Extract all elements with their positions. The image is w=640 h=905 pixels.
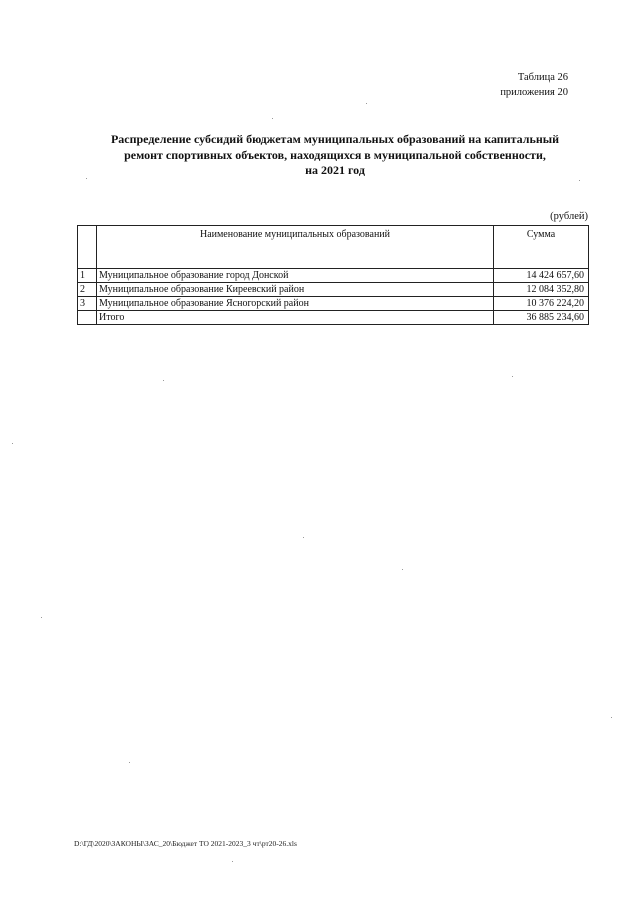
table-row [78, 297, 589, 311]
total-number [78, 311, 97, 325]
scan-speck [41, 617, 42, 618]
title-line-2: ремонт спортивных объектов, находящихся в муниципальной собственности, [124, 147, 546, 162]
scan-speck [129, 762, 130, 763]
header-number [78, 226, 97, 269]
scan-speck [366, 103, 367, 104]
header-name: Наименование муниципальных образований [97, 226, 494, 269]
scan-speck [611, 717, 612, 718]
scan-speck [163, 380, 164, 381]
row-name: Муниципальное образование город Донской [97, 269, 494, 283]
file-path-footer: D:\ГД\2020\ЗАКОНЫ\ЗАС_20\Бюджет ТО 2021-2023_3 чт\рт20-26.xls [74, 839, 297, 848]
scan-speck [232, 861, 233, 862]
scan-speck [86, 178, 87, 179]
unit-label: (рублей) [550, 211, 588, 222]
scan-speck [579, 180, 580, 181]
document-title [70, 132, 600, 179]
table-total-row [78, 311, 589, 325]
scan-speck [402, 569, 403, 570]
total-sum: 36 885 234,60 [494, 311, 589, 325]
title-line-1: Распределение субсидий бюджетам муниципальных образований на капитальный [110, 132, 560, 146]
row-number: 1 [78, 269, 97, 283]
total-label: Итого [97, 311, 494, 325]
title-line-3: на 2021 год [305, 163, 365, 177]
table-row [78, 283, 589, 297]
table-row [78, 269, 589, 283]
row-name: Муниципальное образование Киреевский район [97, 283, 494, 297]
table-header-row [78, 226, 589, 269]
header-sum: Сумма [494, 226, 589, 269]
scan-speck [512, 376, 513, 377]
row-number: 2 [78, 283, 97, 297]
subsidy-table [77, 225, 589, 325]
row-sum: 14 424 657,60 [494, 269, 589, 283]
table-reference [450, 70, 568, 100]
scan-speck [12, 443, 13, 444]
scan-speck [272, 118, 273, 119]
row-sum: 12 084 352,80 [494, 283, 589, 297]
row-sum: 10 376 224,20 [494, 297, 589, 311]
row-number: 3 [78, 297, 97, 311]
table-number: Таблица 26 [517, 72, 568, 83]
appendix-reference: приложения 20 [500, 87, 568, 98]
row-name: Муниципальное образование Ясногорский район [97, 297, 494, 311]
scan-speck [303, 537, 304, 538]
